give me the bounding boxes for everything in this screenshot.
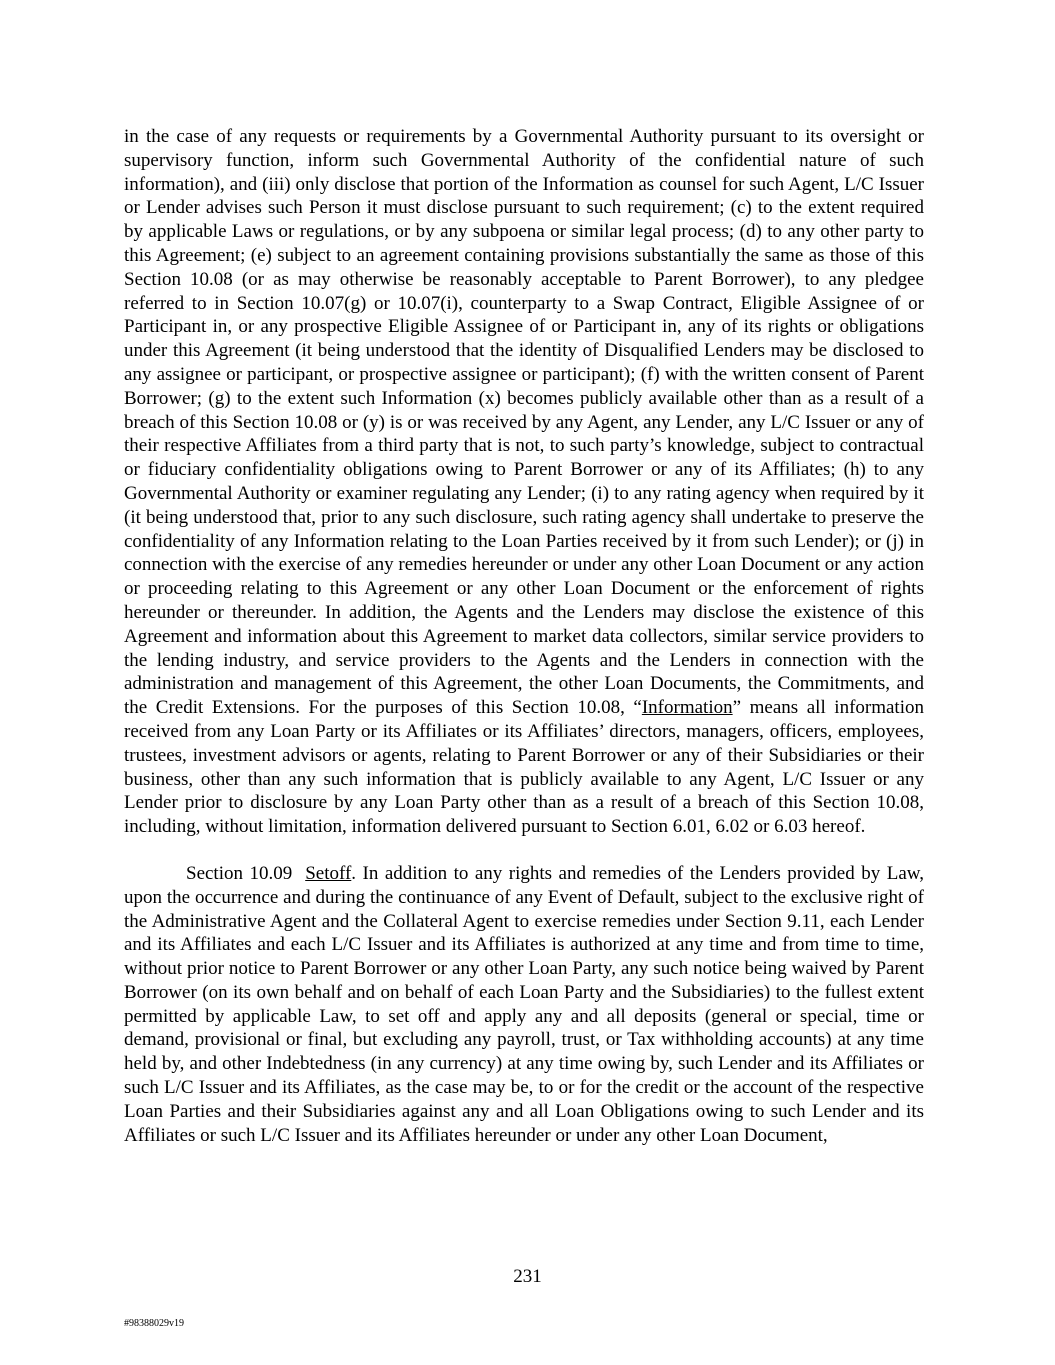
defined-term-information: Information: [641, 697, 733, 719]
section-heading-setoff: Setoff: [305, 862, 352, 884]
paragraph-section-10-09-setoff: [124, 862, 924, 1148]
paragraph1-text-after-term: ” means all information received from any Loan Party or its Affiliates or its Affiliates’ directors, managers, officers, employees, trustees, investment advisors or agents, relating to Parent Borrower or any of their Subsidiaries or their business, other than any such information that is publicly available to any Agent, L/C Issuer or any Lender prior to disclosure by any Loan Party other than as a result of a breach of this Section 10.08, including, without limitation, information delivered pursuant to Section 6.01, 6.02 or 6.03 hereof.: [124, 697, 924, 838]
document-id: #98388029v19: [124, 1318, 184, 1329]
page-number: 231: [513, 1266, 542, 1287]
section-heading-punctuation: .: [351, 862, 357, 884]
document-body: [124, 125, 924, 1147]
paragraph-confidentiality-continuation: [124, 125, 924, 839]
section-number: Section 10.09: [186, 862, 293, 884]
section-10-09-body: In addition to any rights and remedies of the Lenders provided by Law, upon the occurrence and during the continuance of any Event of Default, subject to the exclusive right of the Administrative Agent and the Collateral Agent to exercise remedies under Section 9.11, each Lender and its Affiliates and each L/C Issuer and its Affiliates is authorized at any time and from time to time, without prior notice to Parent Borrower or any other Loan Party, any such notice being waived by Parent Borrower (on its own behalf and on behalf of each Loan Party and the Subsidiaries) to the fullest extent permitted by applicable Law, to set off and apply any and all deposits (general or special, time or demand, provisional or final, but excluding any payroll, trust, or Tax withholding accounts) at any time held by, and other Indebtedness (in any currency) at any time owing by, such Lender and its Affiliates or such L/C Issuer and its Affiliates, as the case may be, to or for the credit or the account of the respective Loan Parties and their Subsidiaries against any and all Loan Obligations owing to such Lender and its Affiliates or such L/C Issuer and its Affiliates hereunder or under any other Loan Document,: [124, 862, 924, 1146]
paragraph1-text-before-term: in the case of any requests or requirements by a Governmental Authority pursuant to its oversight or supervisory function, inform such Governmental Authority of the confidential nature of such information), and (iii) only disclose that portion of the Information as counsel for such Agent, L/C Issuer or Lender advises such Person it must disclose pursuant to such requirement; (c) to the extent required by applicable Laws or regulations, or by any subpoena or similar legal process; (d) to any other party to this Agreement; (e) subject to an agreement containing provisions substantially the same as those of this Section 10.08 (or as may otherwise be reasonably acceptable to Parent Borrower), to any pledgee referred to in Section 10.07(g) or 10.07(i), counterparty to a Swap Contract, Eligible Assignee of or Participant in, or any prospective Eligible Assignee of or Participant in, any of its rights or obligations under this Agreement (it being understood that the identity of Disqualified Lenders may be disclosed to any assignee or participant, or prospective assignee or participant); (f) with the written consent of Parent Borrower; (g) to the extent such Information (x) becomes publicly available other than as a result of a breach of this Section 10.08 or (y) is or was received by any Agent, any Lender, any L/C Issuer or any of their respective Affiliates from a third party that is not, to such party’s knowledge, subject to contractual or fiduciary confidentiality obligations owing to Parent Borrower or any of its Affiliates; (h) to any Governmental Authority or examiner regulating any Lender; (i) to any rating agency when required by it (it being understood that, prior to any such disclosure, such rating agency shall undertake to preserve the confidentiality of any Information relating to the Loan Parties received by it from such Lender); or (j) in connection with the exercise of any remedies hereunder or under any other Loan Document or any action or proceeding relating to this Agreement or any other Loan Document or the enforcement of rights hereunder or thereunder. In addition, the Agents and the Lenders may disclose the existence of this Agreement and information about this Agreement to market data collectors, similar service providers to the lending industry, and service providers to the Agents and the Lenders in connection with the administration and management of this Agreement, the other Loan Documents, the Commitments, and the Credit Extensions. For the purposes of this Section 10.08, “: [124, 126, 924, 719]
